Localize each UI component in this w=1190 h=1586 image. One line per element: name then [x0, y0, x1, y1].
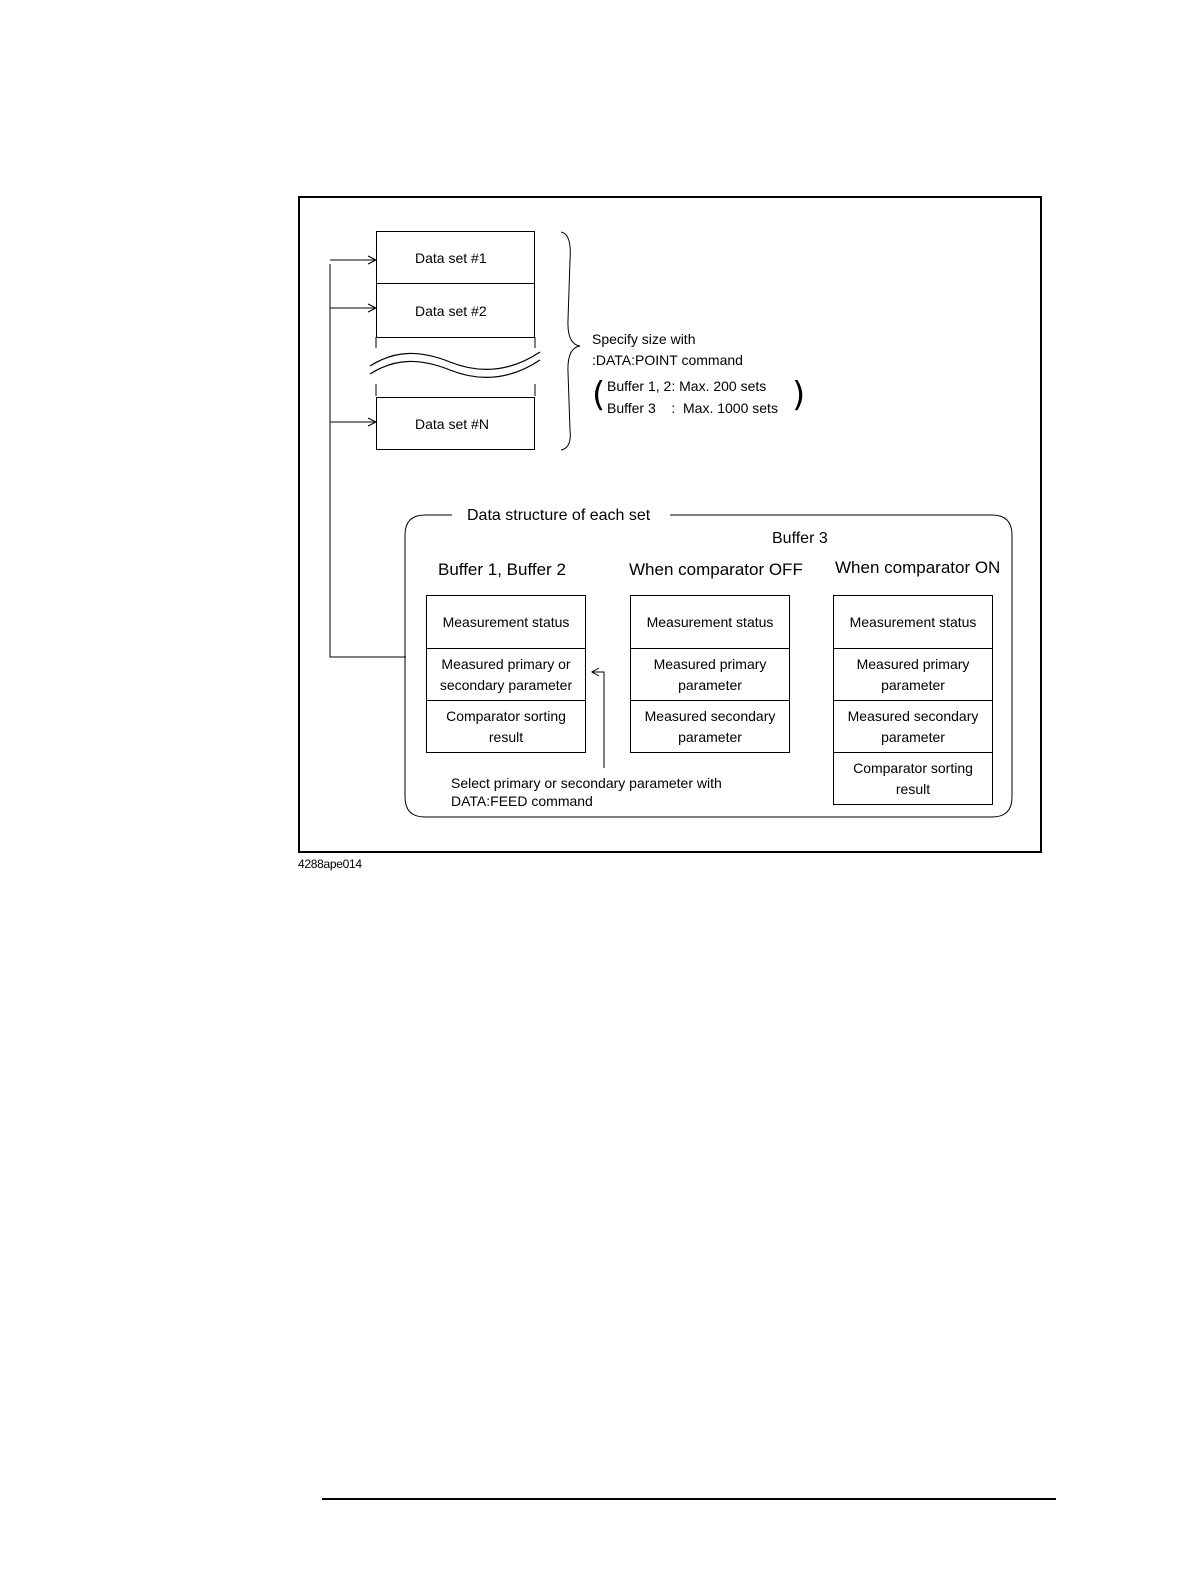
col1-header: Buffer 1, Buffer 2 [438, 560, 566, 579]
size-note-buffer3: Buffer 3 : Max. 1000 sets [607, 400, 778, 416]
col1-cell-status: Measurement status [442, 613, 570, 630]
col2-table [630, 595, 790, 753]
data-set-2 [376, 283, 535, 338]
footer-rule [322, 1498, 1056, 1500]
col3-cell-primary: Measured primary parameter [834, 648, 992, 700]
feed-note-line2: DATA:FEED command [451, 793, 593, 809]
structure-title: Data structure of each set [467, 507, 651, 524]
col1-cell-parameter: Measured primary or secondary parameter [427, 648, 585, 700]
size-note-close-paren: ) [792, 375, 806, 415]
col3-header: When comparator ON [835, 558, 1001, 577]
figure-caption: 4288ape014 [298, 857, 362, 871]
size-note-buffer12: Buffer 1, 2: Max. 200 sets [607, 378, 767, 394]
col2-cell-primary: Measured primary parameter [631, 648, 789, 700]
col3-cell-secondary: Measured secondary parameter [834, 700, 992, 752]
data-set-1 [376, 231, 535, 284]
data-set-n [376, 397, 535, 450]
size-note-line1: Specify size with [592, 331, 696, 347]
buffer3-label: Buffer 3 [772, 530, 828, 547]
col3-cell-status: Measurement status [849, 613, 977, 630]
col2-header: When comparator OFF [629, 560, 803, 579]
col1-cell-sorting: Comparator sorting result [427, 700, 585, 752]
col2-cell-status: Measurement status [646, 613, 774, 630]
feed-note-line1: Select primary or secondary parameter with [451, 775, 722, 791]
col2-cell-secondary: Measured secondary parameter [631, 700, 789, 752]
col1-table [426, 595, 586, 753]
data-set-2-label: Data set #2 [415, 302, 487, 319]
data-set-n-label: Data set #N [415, 415, 489, 432]
col3-cell-sorting: Comparator sorting result [834, 752, 992, 804]
data-set-1-label: Data set #1 [415, 249, 487, 266]
col3-table [833, 595, 993, 805]
size-note-open-paren: ( [592, 375, 606, 415]
size-note-line2: :DATA:POINT command [592, 352, 743, 368]
